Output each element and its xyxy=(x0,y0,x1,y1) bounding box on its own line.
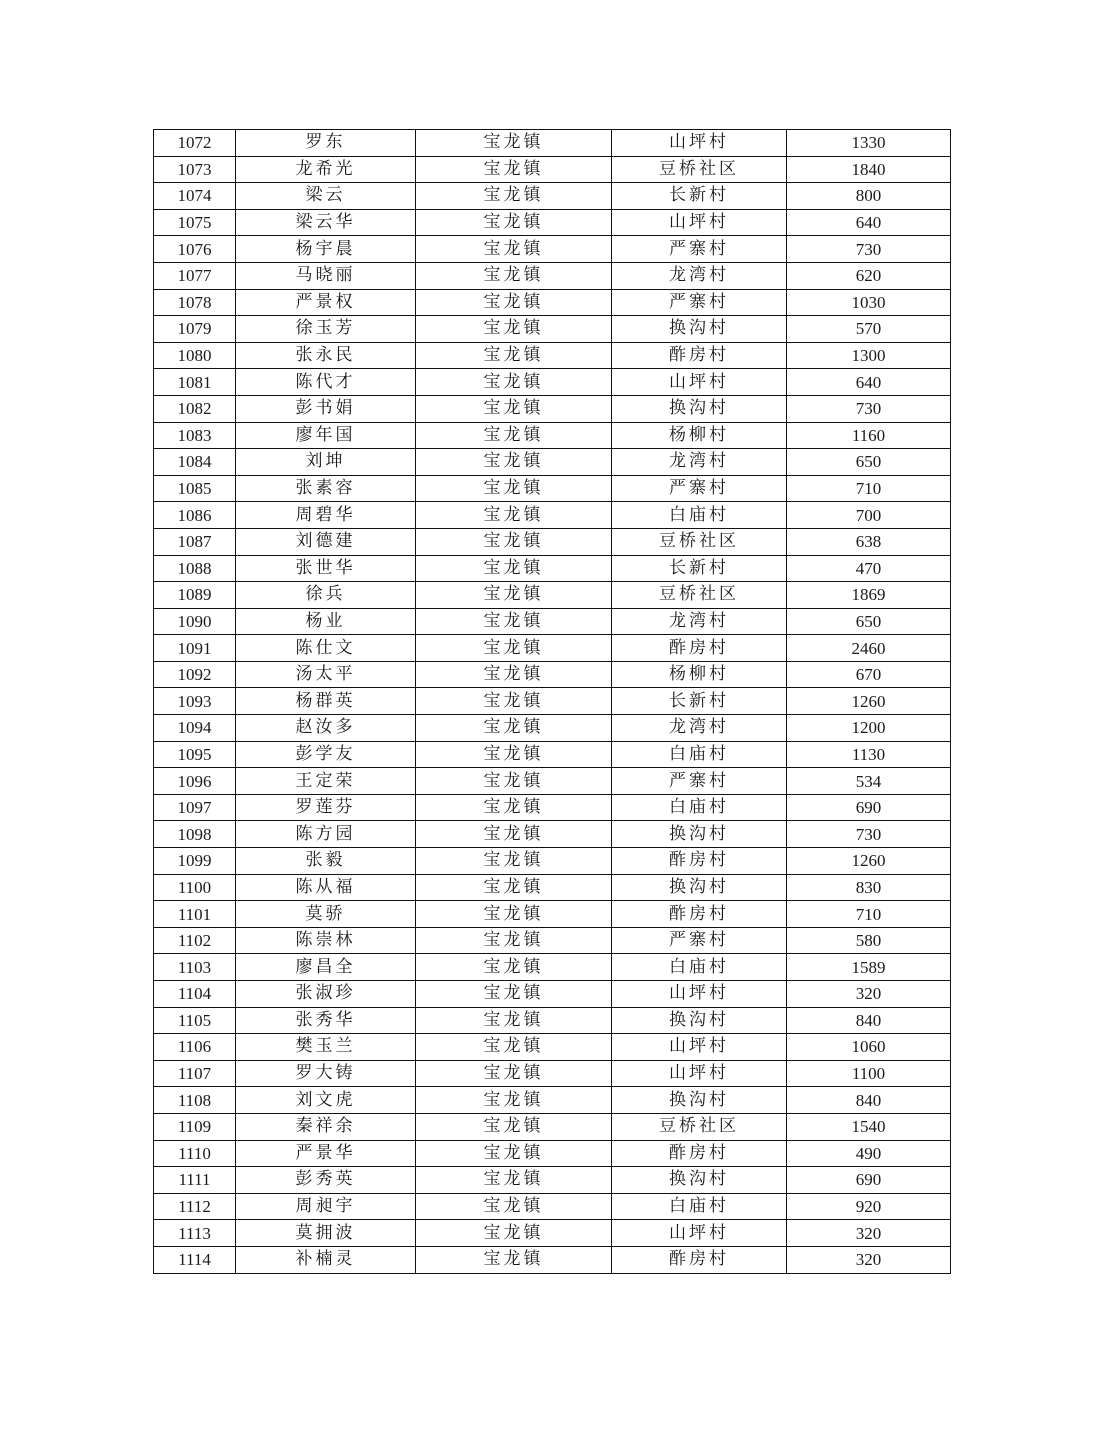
table-row xyxy=(154,927,951,954)
amount-cell: 710 xyxy=(787,475,951,502)
serial-number-cell: 1087 xyxy=(154,528,236,555)
person-name-cell: 陈代才 xyxy=(236,369,416,396)
serial-number-cell: 1091 xyxy=(154,635,236,662)
person-name-cell: 张毅 xyxy=(236,848,416,875)
serial-number-cell: 1079 xyxy=(154,316,236,343)
village-cell: 严寨村 xyxy=(612,768,787,795)
serial-number-cell: 1078 xyxy=(154,289,236,316)
serial-number-cell: 1092 xyxy=(154,661,236,688)
person-name-cell: 严景权 xyxy=(236,289,416,316)
serial-number-cell: 1073 xyxy=(154,156,236,183)
amount-cell: 1130 xyxy=(787,741,951,768)
person-name-cell: 严景华 xyxy=(236,1140,416,1167)
village-cell: 豆桥社区 xyxy=(612,1113,787,1140)
serial-number-cell: 1110 xyxy=(154,1140,236,1167)
amount-cell: 1030 xyxy=(787,289,951,316)
amount-cell: 470 xyxy=(787,555,951,582)
town-cell: 宝龙镇 xyxy=(416,528,612,555)
town-cell: 宝龙镇 xyxy=(416,130,612,157)
village-cell: 换沟村 xyxy=(612,1167,787,1194)
serial-number-cell: 1105 xyxy=(154,1007,236,1034)
table-row xyxy=(154,262,951,289)
town-cell: 宝龙镇 xyxy=(416,1193,612,1220)
amount-cell: 1300 xyxy=(787,342,951,369)
town-cell: 宝龙镇 xyxy=(416,289,612,316)
amount-cell: 640 xyxy=(787,369,951,396)
serial-number-cell: 1114 xyxy=(154,1246,236,1273)
amount-cell: 620 xyxy=(787,262,951,289)
person-name-cell: 马晓丽 xyxy=(236,262,416,289)
table-row xyxy=(154,1113,951,1140)
village-cell: 龙湾村 xyxy=(612,262,787,289)
table-row xyxy=(154,209,951,236)
amount-cell: 1200 xyxy=(787,715,951,742)
amount-cell: 320 xyxy=(787,1246,951,1273)
person-name-cell: 杨业 xyxy=(236,608,416,635)
village-cell: 酢房村 xyxy=(612,901,787,928)
roster-table-body xyxy=(154,130,951,1274)
amount-cell: 1540 xyxy=(787,1113,951,1140)
serial-number-cell: 1093 xyxy=(154,688,236,715)
person-name-cell: 莫拥波 xyxy=(236,1220,416,1247)
town-cell: 宝龙镇 xyxy=(416,502,612,529)
table-row xyxy=(154,528,951,555)
village-cell: 豆桥社区 xyxy=(612,528,787,555)
person-name-cell: 周昶宇 xyxy=(236,1193,416,1220)
village-cell: 长新村 xyxy=(612,688,787,715)
table-row xyxy=(154,369,951,396)
serial-number-cell: 1075 xyxy=(154,209,236,236)
village-cell: 严寨村 xyxy=(612,475,787,502)
table-row xyxy=(154,502,951,529)
person-name-cell: 徐兵 xyxy=(236,582,416,609)
person-name-cell: 廖年国 xyxy=(236,422,416,449)
serial-number-cell: 1112 xyxy=(154,1193,236,1220)
town-cell: 宝龙镇 xyxy=(416,794,612,821)
village-cell: 山坪村 xyxy=(612,1060,787,1087)
amount-cell: 640 xyxy=(787,209,951,236)
person-name-cell: 彭学友 xyxy=(236,741,416,768)
amount-cell: 638 xyxy=(787,528,951,555)
serial-number-cell: 1108 xyxy=(154,1087,236,1114)
village-cell: 白庙村 xyxy=(612,1193,787,1220)
village-cell: 换沟村 xyxy=(612,1007,787,1034)
table-row xyxy=(154,422,951,449)
village-cell: 豆桥社区 xyxy=(612,156,787,183)
serial-number-cell: 1081 xyxy=(154,369,236,396)
amount-cell: 800 xyxy=(787,183,951,210)
town-cell: 宝龙镇 xyxy=(416,209,612,236)
person-name-cell: 徐玉芳 xyxy=(236,316,416,343)
serial-number-cell: 1098 xyxy=(154,821,236,848)
town-cell: 宝龙镇 xyxy=(416,183,612,210)
serial-number-cell: 1094 xyxy=(154,715,236,742)
village-cell: 白庙村 xyxy=(612,954,787,981)
town-cell: 宝龙镇 xyxy=(416,688,612,715)
person-name-cell: 廖昌全 xyxy=(236,954,416,981)
town-cell: 宝龙镇 xyxy=(416,741,612,768)
table-row xyxy=(154,1246,951,1273)
table-row xyxy=(154,130,951,157)
town-cell: 宝龙镇 xyxy=(416,422,612,449)
person-name-cell: 刘文虎 xyxy=(236,1087,416,1114)
person-name-cell: 张世华 xyxy=(236,555,416,582)
table-row xyxy=(154,1007,951,1034)
person-name-cell: 陈方园 xyxy=(236,821,416,848)
table-row xyxy=(154,635,951,662)
town-cell: 宝龙镇 xyxy=(416,156,612,183)
amount-cell: 1330 xyxy=(787,130,951,157)
table-row xyxy=(154,1060,951,1087)
amount-cell: 830 xyxy=(787,874,951,901)
serial-number-cell: 1085 xyxy=(154,475,236,502)
serial-number-cell: 1103 xyxy=(154,954,236,981)
village-cell: 长新村 xyxy=(612,555,787,582)
town-cell: 宝龙镇 xyxy=(416,981,612,1008)
person-name-cell: 杨宇晨 xyxy=(236,236,416,263)
person-name-cell: 莫骄 xyxy=(236,901,416,928)
person-name-cell: 张素容 xyxy=(236,475,416,502)
table-row xyxy=(154,395,951,422)
town-cell: 宝龙镇 xyxy=(416,1007,612,1034)
village-cell: 换沟村 xyxy=(612,874,787,901)
serial-number-cell: 1077 xyxy=(154,262,236,289)
serial-number-cell: 1102 xyxy=(154,927,236,954)
serial-number-cell: 1111 xyxy=(154,1167,236,1194)
table-row xyxy=(154,342,951,369)
amount-cell: 650 xyxy=(787,608,951,635)
village-cell: 酢房村 xyxy=(612,1140,787,1167)
village-cell: 龙湾村 xyxy=(612,449,787,476)
town-cell: 宝龙镇 xyxy=(416,768,612,795)
serial-number-cell: 1097 xyxy=(154,794,236,821)
village-cell: 山坪村 xyxy=(612,981,787,1008)
amount-cell: 730 xyxy=(787,236,951,263)
person-name-cell: 罗东 xyxy=(236,130,416,157)
town-cell: 宝龙镇 xyxy=(416,608,612,635)
town-cell: 宝龙镇 xyxy=(416,1220,612,1247)
table-row xyxy=(154,981,951,1008)
amount-cell: 1869 xyxy=(787,582,951,609)
amount-cell: 490 xyxy=(787,1140,951,1167)
town-cell: 宝龙镇 xyxy=(416,449,612,476)
table-row xyxy=(154,821,951,848)
serial-number-cell: 1082 xyxy=(154,395,236,422)
amount-cell: 730 xyxy=(787,395,951,422)
table-row xyxy=(154,1087,951,1114)
person-name-cell: 刘德建 xyxy=(236,528,416,555)
town-cell: 宝龙镇 xyxy=(416,1060,612,1087)
table-row xyxy=(154,768,951,795)
table-row xyxy=(154,156,951,183)
amount-cell: 840 xyxy=(787,1087,951,1114)
person-name-cell: 张秀华 xyxy=(236,1007,416,1034)
serial-number-cell: 1088 xyxy=(154,555,236,582)
person-name-cell: 杨群英 xyxy=(236,688,416,715)
village-cell: 白庙村 xyxy=(612,741,787,768)
village-cell: 换沟村 xyxy=(612,395,787,422)
village-cell: 换沟村 xyxy=(612,316,787,343)
village-cell: 酢房村 xyxy=(612,635,787,662)
village-cell: 白庙村 xyxy=(612,794,787,821)
table-row xyxy=(154,661,951,688)
town-cell: 宝龙镇 xyxy=(416,1246,612,1273)
table-row xyxy=(154,688,951,715)
person-name-cell: 陈崇林 xyxy=(236,927,416,954)
serial-number-cell: 1083 xyxy=(154,422,236,449)
village-cell: 酢房村 xyxy=(612,342,787,369)
person-name-cell: 龙希光 xyxy=(236,156,416,183)
table-row xyxy=(154,901,951,928)
village-cell: 豆桥社区 xyxy=(612,582,787,609)
amount-cell: 1060 xyxy=(787,1034,951,1061)
table-row xyxy=(154,874,951,901)
table-row xyxy=(154,183,951,210)
village-cell: 杨柳村 xyxy=(612,422,787,449)
table-row xyxy=(154,741,951,768)
village-cell: 白庙村 xyxy=(612,502,787,529)
village-cell: 严寨村 xyxy=(612,236,787,263)
village-cell: 山坪村 xyxy=(612,1034,787,1061)
amount-cell: 690 xyxy=(787,794,951,821)
amount-cell: 1589 xyxy=(787,954,951,981)
serial-number-cell: 1100 xyxy=(154,874,236,901)
town-cell: 宝龙镇 xyxy=(416,369,612,396)
person-name-cell: 补楠灵 xyxy=(236,1246,416,1273)
person-name-cell: 刘坤 xyxy=(236,449,416,476)
person-name-cell: 秦祥余 xyxy=(236,1113,416,1140)
serial-number-cell: 1089 xyxy=(154,582,236,609)
town-cell: 宝龙镇 xyxy=(416,1113,612,1140)
table-row xyxy=(154,475,951,502)
serial-number-cell: 1096 xyxy=(154,768,236,795)
table-row xyxy=(154,954,951,981)
amount-cell: 670 xyxy=(787,661,951,688)
amount-cell: 580 xyxy=(787,927,951,954)
town-cell: 宝龙镇 xyxy=(416,874,612,901)
village-cell: 杨柳村 xyxy=(612,661,787,688)
table-row xyxy=(154,289,951,316)
village-cell: 龙湾村 xyxy=(612,715,787,742)
person-name-cell: 罗大铸 xyxy=(236,1060,416,1087)
town-cell: 宝龙镇 xyxy=(416,635,612,662)
serial-number-cell: 1095 xyxy=(154,741,236,768)
table-row xyxy=(154,715,951,742)
village-cell: 换沟村 xyxy=(612,821,787,848)
table-row xyxy=(154,316,951,343)
town-cell: 宝龙镇 xyxy=(416,661,612,688)
amount-cell: 1260 xyxy=(787,848,951,875)
serial-number-cell: 1074 xyxy=(154,183,236,210)
amount-cell: 570 xyxy=(787,316,951,343)
amount-cell: 320 xyxy=(787,981,951,1008)
amount-cell: 1100 xyxy=(787,1060,951,1087)
person-name-cell: 陈从福 xyxy=(236,874,416,901)
town-cell: 宝龙镇 xyxy=(416,1034,612,1061)
town-cell: 宝龙镇 xyxy=(416,901,612,928)
town-cell: 宝龙镇 xyxy=(416,262,612,289)
person-name-cell: 张永民 xyxy=(236,342,416,369)
serial-number-cell: 1076 xyxy=(154,236,236,263)
table-row xyxy=(154,582,951,609)
serial-number-cell: 1104 xyxy=(154,981,236,1008)
person-name-cell: 梁云华 xyxy=(236,209,416,236)
village-cell: 山坪村 xyxy=(612,209,787,236)
person-name-cell: 彭秀英 xyxy=(236,1167,416,1194)
amount-cell: 650 xyxy=(787,449,951,476)
person-name-cell: 罗莲芬 xyxy=(236,794,416,821)
table-row xyxy=(154,848,951,875)
person-name-cell: 张淑珍 xyxy=(236,981,416,1008)
table-row xyxy=(154,608,951,635)
table-row xyxy=(154,1034,951,1061)
serial-number-cell: 1101 xyxy=(154,901,236,928)
village-cell: 长新村 xyxy=(612,183,787,210)
town-cell: 宝龙镇 xyxy=(416,1167,612,1194)
amount-cell: 840 xyxy=(787,1007,951,1034)
serial-number-cell: 1107 xyxy=(154,1060,236,1087)
town-cell: 宝龙镇 xyxy=(416,848,612,875)
person-name-cell: 王定荣 xyxy=(236,768,416,795)
town-cell: 宝龙镇 xyxy=(416,1087,612,1114)
village-cell: 山坪村 xyxy=(612,369,787,396)
town-cell: 宝龙镇 xyxy=(416,316,612,343)
serial-number-cell: 1072 xyxy=(154,130,236,157)
amount-cell: 534 xyxy=(787,768,951,795)
town-cell: 宝龙镇 xyxy=(416,555,612,582)
town-cell: 宝龙镇 xyxy=(416,236,612,263)
table-row xyxy=(154,236,951,263)
table-row xyxy=(154,555,951,582)
person-name-cell: 汤太平 xyxy=(236,661,416,688)
serial-number-cell: 1080 xyxy=(154,342,236,369)
town-cell: 宝龙镇 xyxy=(416,582,612,609)
table-row xyxy=(154,1140,951,1167)
person-name-cell: 赵汝多 xyxy=(236,715,416,742)
amount-cell: 1840 xyxy=(787,156,951,183)
amount-cell: 320 xyxy=(787,1220,951,1247)
person-name-cell: 梁云 xyxy=(236,183,416,210)
town-cell: 宝龙镇 xyxy=(416,954,612,981)
table-row xyxy=(154,449,951,476)
village-cell: 龙湾村 xyxy=(612,608,787,635)
village-cell: 换沟村 xyxy=(612,1087,787,1114)
village-cell: 山坪村 xyxy=(612,130,787,157)
amount-cell: 1260 xyxy=(787,688,951,715)
village-cell: 严寨村 xyxy=(612,927,787,954)
town-cell: 宝龙镇 xyxy=(416,342,612,369)
town-cell: 宝龙镇 xyxy=(416,715,612,742)
serial-number-cell: 1106 xyxy=(154,1034,236,1061)
amount-cell: 1160 xyxy=(787,422,951,449)
serial-number-cell: 1084 xyxy=(154,449,236,476)
amount-cell: 710 xyxy=(787,901,951,928)
amount-cell: 700 xyxy=(787,502,951,529)
table-row xyxy=(154,1220,951,1247)
serial-number-cell: 1113 xyxy=(154,1220,236,1247)
person-name-cell: 周碧华 xyxy=(236,502,416,529)
person-name-cell: 樊玉兰 xyxy=(236,1034,416,1061)
table-row xyxy=(154,1193,951,1220)
village-cell: 严寨村 xyxy=(612,289,787,316)
amount-cell: 690 xyxy=(787,1167,951,1194)
town-cell: 宝龙镇 xyxy=(416,475,612,502)
amount-cell: 730 xyxy=(787,821,951,848)
village-cell: 酢房村 xyxy=(612,1246,787,1273)
person-name-cell: 陈仕文 xyxy=(236,635,416,662)
town-cell: 宝龙镇 xyxy=(416,821,612,848)
serial-number-cell: 1109 xyxy=(154,1113,236,1140)
town-cell: 宝龙镇 xyxy=(416,927,612,954)
serial-number-cell: 1099 xyxy=(154,848,236,875)
person-name-cell: 彭书娟 xyxy=(236,395,416,422)
serial-number-cell: 1086 xyxy=(154,502,236,529)
table-row xyxy=(154,794,951,821)
serial-number-cell: 1090 xyxy=(154,608,236,635)
town-cell: 宝龙镇 xyxy=(416,395,612,422)
village-cell: 酢房村 xyxy=(612,848,787,875)
town-cell: 宝龙镇 xyxy=(416,1140,612,1167)
village-cell: 山坪村 xyxy=(612,1220,787,1247)
amount-cell: 920 xyxy=(787,1193,951,1220)
table-row xyxy=(154,1167,951,1194)
amount-cell: 2460 xyxy=(787,635,951,662)
roster-table xyxy=(153,129,951,1274)
